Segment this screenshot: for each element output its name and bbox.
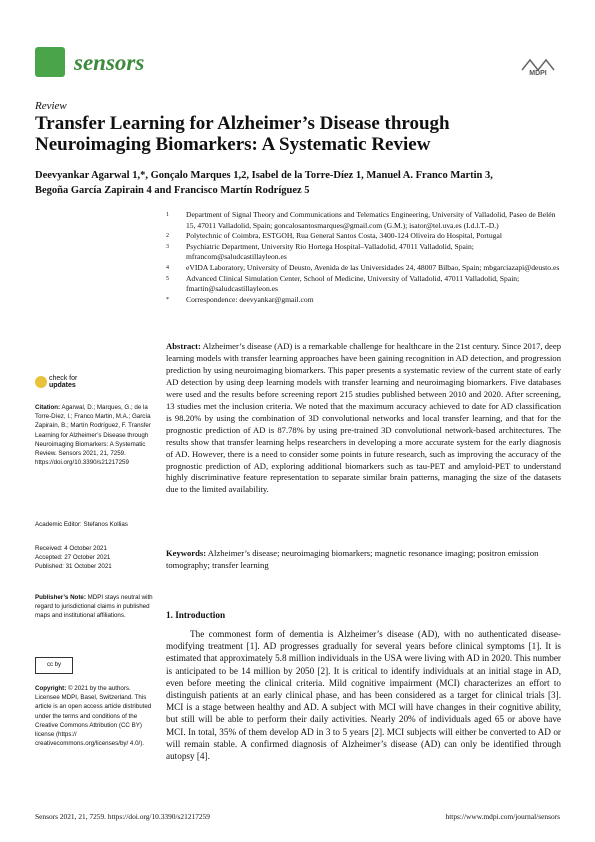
cc-license-icon[interactable]: cc by [35,657,73,674]
check-updates-icon [35,376,47,388]
footer-citation: Sensors 2021, 21, 7259. https://doi.org/10.3390/s21217259 [35,812,210,821]
affiliation-item: 2 Polytechnic of Coimbra, ESTGOH, Rua General Santos Costa, 3400-124 Oliveira do Hospital, Portugal [166,231,502,241]
published-date: Published: 31 October 2021 [35,563,112,571]
keywords-text: Alzheimer’s disease; neuroimaging biomarkers; magnetic resonance imaging; positron emission tomography; transfer learning [166,548,539,570]
author-list [35,168,565,198]
affiliations [166,210,561,305]
citation [35,403,153,467]
mdpi-logo-icon [520,58,556,76]
citation-label: Citation: [35,404,61,411]
abstract-text: Alzheimer’s disease (AD) is a remarkable challenge for healthcare in the 21st century. Since 2017, deep learning models with transfer learning approaches have been gaining recognition in AD detection, and progression prediction by using neuroimaging biomarkers. This paper presents a systematic review of the current state of early AD detection by using deep learning models with transfer learning and neuroimaging biomarkers. Five databases were used and the results before screening report 215 studies published between 2010 and 2020. After screening, 13 studies met the inclusion criteria. We noted that the maximum accuracy achieved to date for AD classification is 98.20% by using the combination of 3D convolutional networks and local transfer learning, and that for the prognostic prediction of AD is 87.78% by using pre-trained 3D convolutional network-based architectures. The results show that transfer learning helps researchers in developing a more accurate system for the early diagnosis of AD. However, there is a need to consider some points in future research, such as improving the accuracy of the prognostic prediction of AD, exploring additional biomarkers such as tau-PET and amyloid-PET to understand highly discriminative feature representation to separate similar brain patterns, managing the size of the datasets due to the limited availability. [166,341,561,495]
copyright-text: © 2021 by the authors. Licensee MDPI, Basel, Switzerland. This article is an open access article distributed under the terms and conditions of the Creative Commons Attribution (CC BY) license (https:// creativecommons.org/licenses/by/ 4.0/). [35,685,152,748]
affiliation-item: 1 Department of Signal Theory and Communications and Telematics Engineering, University of Valladolid, Paseo de Belén 15, 47011 Valladolid, Spain; goncalosantosmarques@gmail.com (G.M.); isator@tel.uva.es (I.d.l.T.-D.) [166,210,556,230]
correspondence: * Correspondence: deevyankar@gmail.com [166,294,314,304]
journal-logo-icon [35,47,65,77]
author-line-2: Begoña García Zapirain 4 and Francisco Martín Rodríguez 5 [35,185,310,196]
publisher-name: MDPI [529,70,547,76]
copyright [35,684,153,748]
check-for-updates-button[interactable] [35,375,77,389]
dates [35,544,153,572]
page-title: Transfer Learning for Alzheimer’s Disease through Neuroimaging Biomarkers: A Systematic Review [35,113,450,155]
citation-text: Agarwal, D.; Marques, G.; de la Torre-Díez, I.; Franco Martin, M.A.; García Zapiraín, B.; Martín Rodríguez, F. Transfer Learning for Alzheimer’s Disease through Neuroimaging Biomarkers: A Systematic Review. Sensors 2021, 21, 7259. https://doi.org/10.3390/s21217259 [35,404,151,467]
copyright-label: Copyright: [35,685,67,692]
affiliation-item: 3 Psychiatric Department, University Rio Hortega Hospital–Valladolid, 47011 Valladolid, Spain; mfrancom@saludcastillayleon.es [166,241,474,262]
footer-journal-link[interactable]: https://www.mdpi.com/journal/sensors [445,812,560,821]
abstract-label: Abstract: [166,341,201,351]
check-updates-line1: check for [48,375,78,382]
introduction-text: The commonest form of dementia is Alzheimer’s disease (AD), with no authenticated disease-modifying treatment [1]. AD progresses gradually for several years before clinical symptoms [1]. It is estimated that approximately 5.8 million individuals in the USA were living with AD in 2020. This number is anticipated to be 14 million by 2050 [2]. It is critical to identify individuals at an initial stage in AD, even before meeting the clinical criteria. Mild cognitive impairment (MCI) characterizes an effort to distinguish patients at an early clinical phase, and has been considered as a target for clinical trials [3]. MCI is a stage between healthy and AD. A subject with MCI will have changes in their cognitive ability, but still will be able to perform their daily activities. Nearly 20% of individuals aged 65 or above have MCI. In total, 35% of them develop AD in 3 to 5 years [2]. MCI subjects will either be converted to AD or will remain stable. A confirmed diagnosis of Alzheimer’s disease (AD) can only be identified through autopsy [4]. [166,629,561,762]
author-line-1: Deevyankar Agarwal 1,*, Gonçalo Marques 1,2, Isabel de la Torre-Díez 1, Manuel A. Franco Martin 3, [35,170,493,181]
publisher-note-text: MDPI stays neutral with regard to jurisdictional claims in published maps and institutional affiliations. [35,594,153,620]
affiliation-item: 5 Advanced Clinical Simulation Center, School of Medicine, University of Valladolid, 47011 Valladolid, Spain; fmartin@saludcastillayleon.es [166,273,520,294]
abstract [166,341,561,496]
publisher-note-label: Publisher’s Note: [35,594,86,601]
check-updates-line2: updates [48,382,76,389]
keywords-label: Keywords: [166,548,207,558]
accepted-date: Accepted: 27 October 2021 [35,554,111,562]
journal-name: sensors [74,50,145,75]
keywords [166,547,561,571]
academic-editor: Academic Editor: Stefanos Kollias [35,521,128,528]
publisher-note [35,593,153,621]
received-date: Received: 4 October 2021 [35,545,107,552]
section-heading: 1. Introduction [166,610,226,620]
affiliation-item: 4 eVIDA Laboratory, University of Deusto, Avenida de las Universidades 24, 48007 Bilbao, Spain; mbgarciazapi@deusto.es [166,262,560,272]
article-type: Review [35,100,67,112]
